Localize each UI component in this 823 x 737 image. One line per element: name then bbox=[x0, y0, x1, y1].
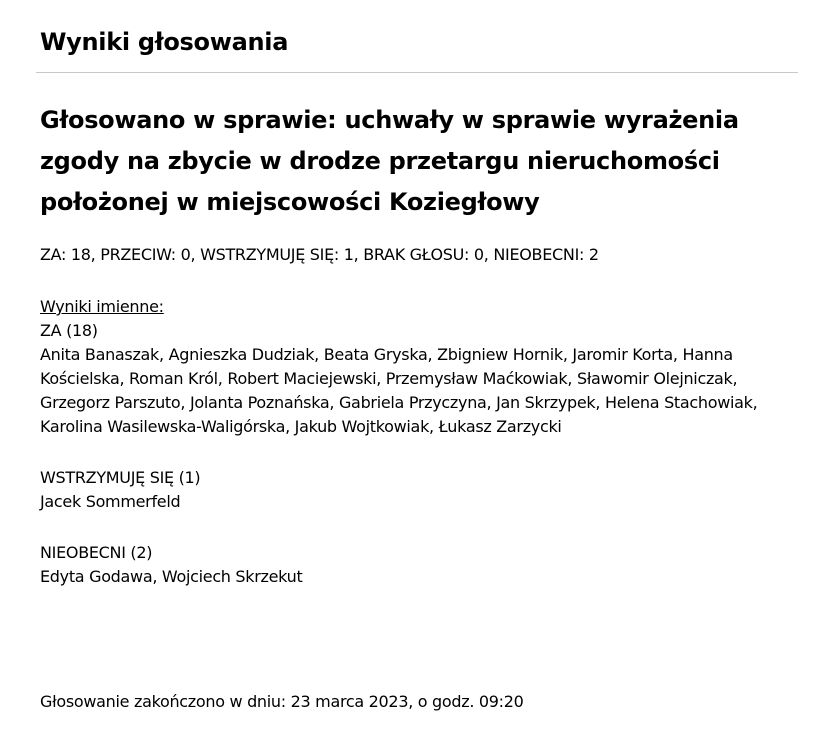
group-wstrzymuje-sie bbox=[40, 466, 790, 514]
group-za bbox=[40, 319, 790, 439]
vote-subject: Głosowano w sprawie: uchwały w sprawie wyrażenia zgody na zbycie w drodze przetargu nieruchomości położonej w miejscowości Koziegłowy bbox=[40, 106, 739, 216]
page-title: Wyniki głosowania bbox=[40, 28, 289, 56]
title-divider bbox=[36, 72, 798, 73]
named-results-heading: Wyniki imienne: bbox=[40, 297, 164, 316]
group-nieobecni bbox=[40, 541, 790, 589]
named-results bbox=[40, 295, 790, 589]
group-names: Jacek Sommerfeld bbox=[40, 492, 181, 511]
group-names: Anita Banaszak, Agnieszka Dudziak, Beata Gryska, Zbigniew Hornik, Jaromir Korta, Hanna Kościelska, Roman Król, Robert Maciejewski, Przemysław Maćkowiak, Sławomir Olejniczak, Grzegorz Parszuto, Jolanta Poznańska, Gabriela Przyczyna, Jan Skrzypek, Helena Stachowiak, Karolina Wasilewska-Waligórska, Jakub Wojtkowiak, Łukasz Zarzycki bbox=[40, 345, 758, 436]
group-label: NIEOBECNI (2) bbox=[40, 543, 153, 562]
group-label: WSTRZYMUJĘ SIĘ (1) bbox=[40, 468, 201, 487]
vote-summary: ZA: 18, PRZECIW: 0, WSTRZYMUJĘ SIĘ: 1, BRAK GŁOSU: 0, NIEOBECNI: 2 bbox=[40, 245, 599, 264]
vote-end-timestamp: Głosowanie zakończono w dniu: 23 marca 2023, o godz. 09:20 bbox=[40, 692, 524, 711]
group-names: Edyta Godawa, Wojciech Skrzekut bbox=[40, 567, 303, 586]
group-label: ZA (18) bbox=[40, 321, 98, 340]
